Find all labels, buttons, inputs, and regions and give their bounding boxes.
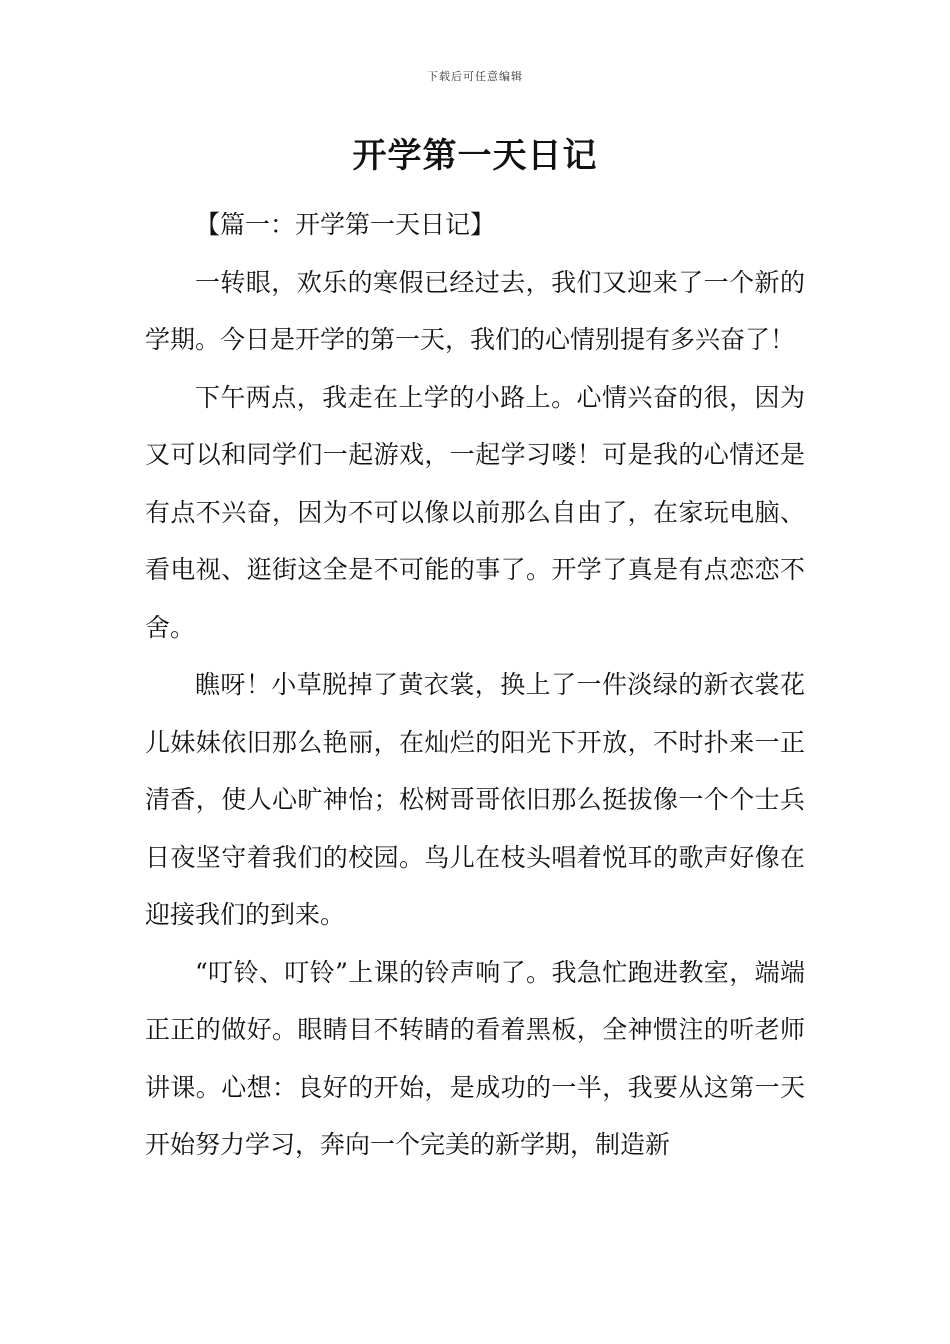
paragraph: 瞧呀！小草脱掉了黄衣裳，换上了一件淡绿的新衣裳花儿妹妹依旧那么艳丽，在灿烂的阳光下开放，不时扑来一正清香，使人心旷神怡；松树哥哥依旧那么挺拔像一个个士兵日夜坚守着我们的校园。鸟儿在枝头唱着悦耳的歌声好像在迎接我们的到来。: [145, 670, 805, 929]
page-title: 开学第一天日记: [352, 136, 598, 176]
paragraph: 一转眼，欢乐的寒假已经过去，我们又迎来了一个新的学期。今日是开学的第一天，我们的心情别提有多兴奋了！: [145, 267, 805, 354]
header-note: 下载后可任意编辑: [427, 70, 523, 83]
paragraph: “叮铃、叮铃”上课的铃声响了。我急忙跑进教室，端端正正的做好。眼睛目不转睛的看着黑板，全神惯注的听老师讲课。心想：良好的开始，是成功的一半，我要从这第一天开始努力学习，奔向一个完美的新学期，制造新: [145, 957, 805, 1159]
paragraph: 下午两点，我走在上学的小路上。心情兴奋的很，因为又可以和同学们一起游戏，一起学习喽！可是我的心情还是有点不兴奋，因为不可以像以前那么自由了，在家玩电脑、看电视、逛街这全是不可能的事了。开学了真是有点恋恋不舍。: [145, 382, 805, 642]
section-heading: 【篇一：开学第一天日记】: [195, 210, 496, 239]
document-body: [145, 196, 805, 1174]
